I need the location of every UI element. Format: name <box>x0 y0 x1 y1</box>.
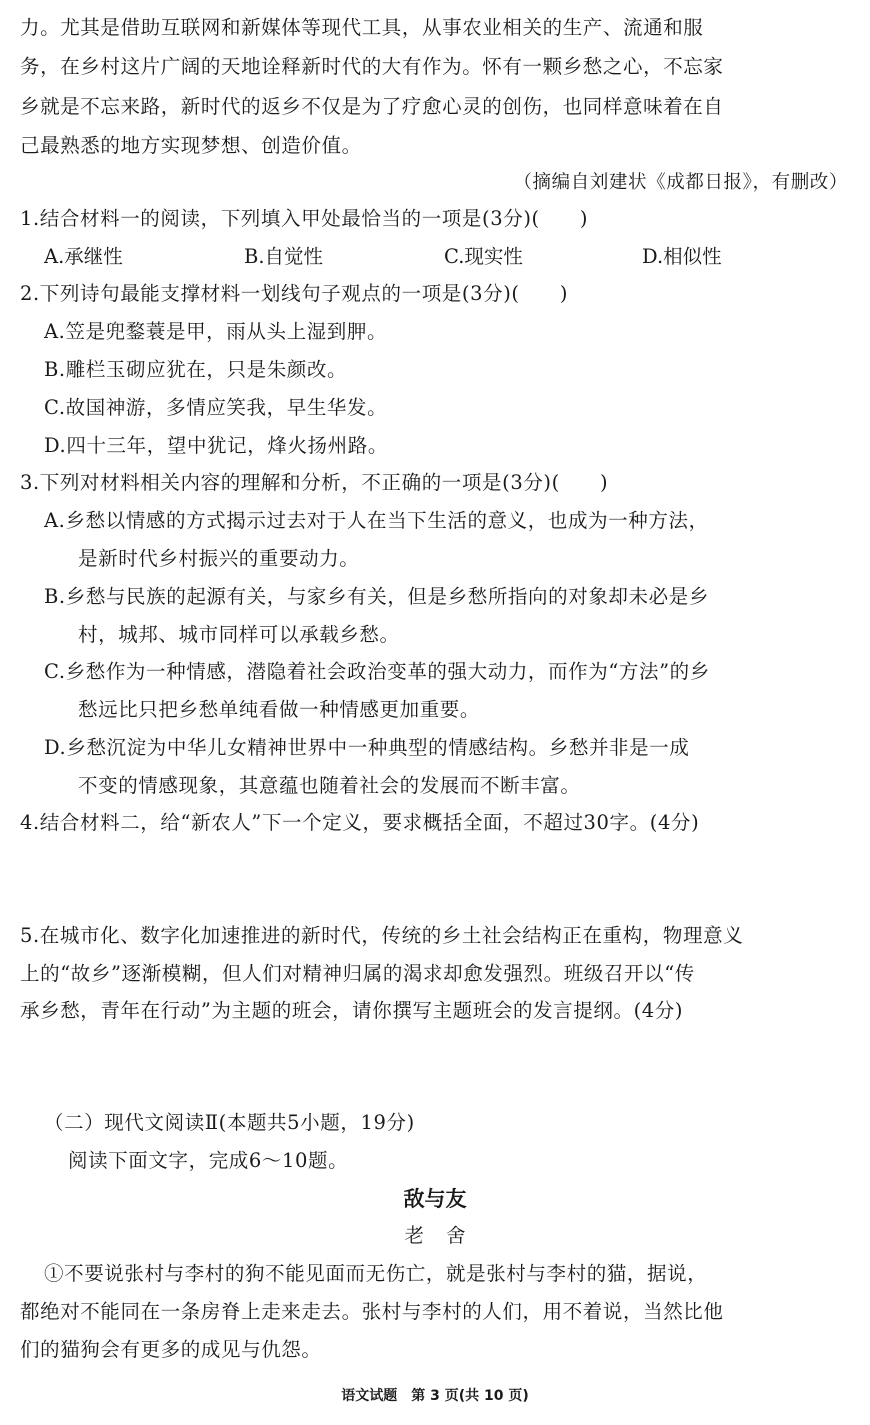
q2-stem: 2.下列诗句最能支撑材料一划线句子观点的一项是(3分)( ) <box>20 282 569 305</box>
paragraph-line-3: 们的猫狗会有更多的成见与仇怨。 <box>20 1338 322 1361</box>
passage-line-3: 乡就是不忘来路，新时代的返乡不仅是为了疗愈心灵的创伤，也同样意味着在自 <box>20 95 724 118</box>
q3-stem: 3.下列对材料相关内容的理解和分析，不正确的一项是(3分)( ) <box>20 471 609 494</box>
q1-stem: 1.结合材料一的阅读，下列填入甲处最恰当的一项是(3分)( ) <box>20 207 589 230</box>
q3-option-c-line-1: C.乡愁作为一种情感，潜隐着社会政治变革的强大动力，而作为“方法”的乡 <box>44 660 710 683</box>
paragraph-line-2: 都绝对不能同在一条房脊上走来走去。张村与李村的人们，用不着说，当然比他 <box>20 1300 724 1323</box>
q1-option-b: B.自觉性 <box>244 245 324 268</box>
q5-line-1: 5.在城市化、数字化加速推进的新时代，传统的乡土社会结构正在重构，物理意义 <box>20 924 744 947</box>
q1-option-d: D.相似性 <box>642 245 722 268</box>
q2-option-a: A.笠是兜鍪蓑是甲，雨从头上湿到胛。 <box>44 320 388 343</box>
q5-line-2: 上的“故乡”逐渐模糊，但人们对精神归属的渴求却愈发强烈。班级召开以“传 <box>20 962 695 985</box>
page-footer: 语文试题 第 3 页(共 10 页) <box>341 1388 529 1404</box>
q3-option-a-line-1: A.乡愁以情感的方式揭示过去对于人在当下生活的意义，也成为一种方法， <box>44 509 709 532</box>
section-heading: （二）现代文阅读Ⅱ(本题共5小题，19分) <box>44 1111 415 1134</box>
section-instruction: 阅读下面文字，完成6～10题。 <box>68 1149 349 1172</box>
q3-option-d-line-2: 不变的情感现象，其意蕴也随着社会的发展而不断丰富。 <box>78 774 581 797</box>
article-author: 老舍 <box>404 1224 488 1247</box>
passage-source: （摘编自刘建状《成都日报》，有删改） <box>513 172 848 193</box>
paragraph-line-1: ①不要说张村与李村的狗不能见面而无伤亡，就是张村与李村的猫，据说， <box>44 1262 708 1285</box>
passage-line-1: 力。尤其是借助互联网和新媒体等现代工具，从事农业相关的生产、流通和服 <box>20 16 704 39</box>
q4-stem: 4.结合材料二，给“新农人”下一个定义，要求概括全面，不超过30字。(4分) <box>20 811 700 834</box>
passage-line-2: 务，在乡村这片广阔的天地诠释新时代的大有作为。怀有一颗乡愁之心，不忘家 <box>20 55 724 78</box>
q3-option-b-line-1: B.乡愁与民族的起源有关，与家乡有关，但是乡愁所指向的对象却未必是乡 <box>44 585 709 608</box>
article-title: 敌与友 <box>403 1187 467 1211</box>
q2-option-b: B.雕栏玉砌应犹在，只是朱颜改。 <box>44 358 348 381</box>
q1-option-a: A.承继性 <box>44 245 123 268</box>
q3-option-d-line-1: D.乡愁沉淀为中华儿女精神世界中一种典型的情感结构。乡愁并非是一成 <box>44 736 690 759</box>
q2-option-d: D.四十三年，望中犹记，烽火扬州路。 <box>44 434 388 457</box>
q2-option-c: C.故国神游，多情应笑我，早生华发。 <box>44 396 388 419</box>
passage-line-4: 己最熟悉的地方实现梦想、创造价值。 <box>20 134 362 157</box>
q3-option-a-line-2: 是新时代乡村振兴的重要动力。 <box>78 547 360 570</box>
q5-line-3: 承乡愁，青年在行动”为主题的班会，请你撰写主题班会的发言提纲。(4分) <box>20 999 684 1022</box>
q3-option-c-line-2: 愁远比只把乡愁单纯看做一种情感更加重要。 <box>78 698 481 721</box>
q3-option-b-line-2: 村，城邦、城市同样可以承载乡愁。 <box>78 623 400 646</box>
q1-option-c: C.现实性 <box>444 245 523 268</box>
